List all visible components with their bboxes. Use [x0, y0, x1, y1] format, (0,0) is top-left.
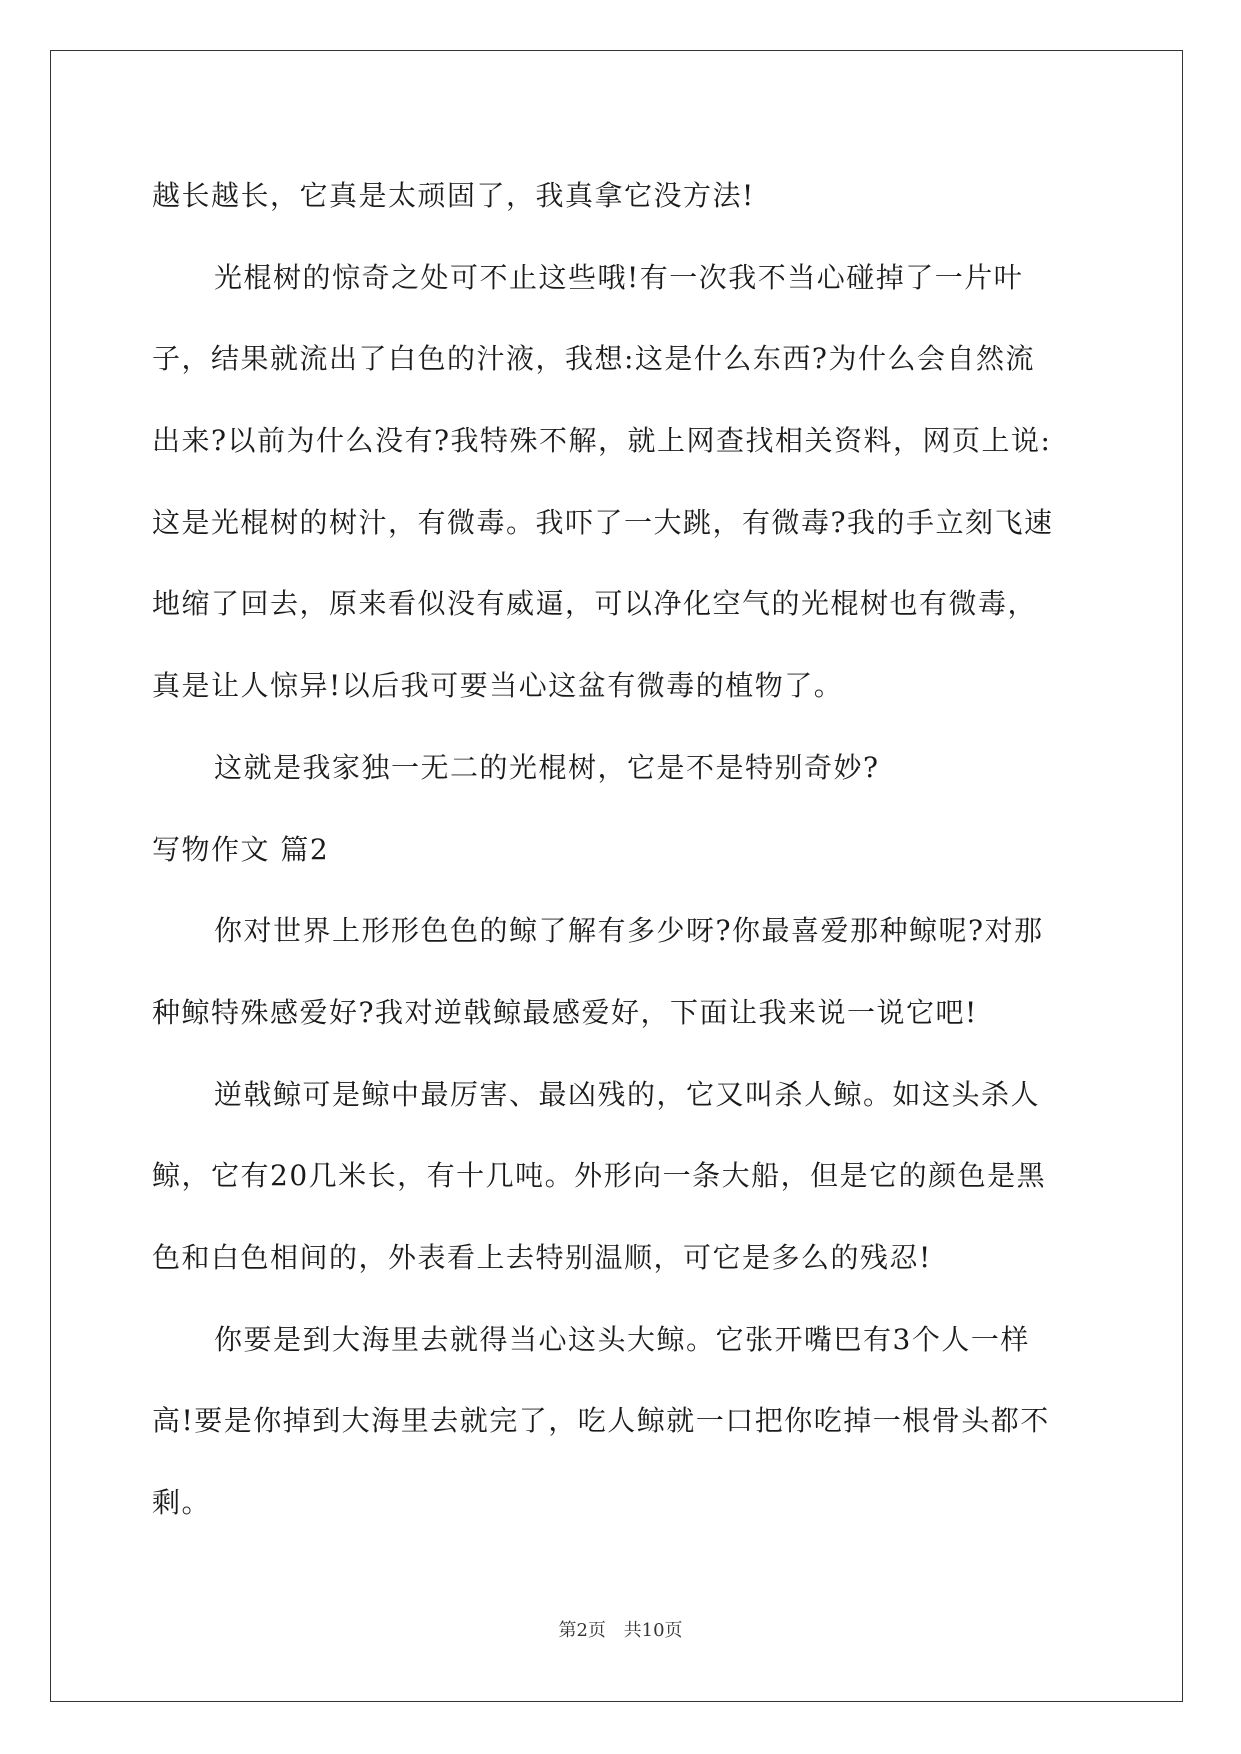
text-line-12: 逆戟鲸可是鲸中最厉害、最凶残的，它又叫杀人鲸。如这头杀人 [214, 1077, 1041, 1111]
text-line-11: 种鲸特殊感爱好?我对逆戟鲸最感爱好，下面让我来说一说它吧! [152, 995, 978, 1029]
text-line-4: 出来?以前为什么没有?我特殊不解，就上网查找相关资料，网页上说: [152, 424, 1052, 458]
text-line-2: 光棍树的惊奇之处可不止这些哦!有一次我不当心碰掉了一片叶 [214, 260, 1024, 294]
text-line-10: 你对世界上形形色色的鲸了解有多少呀?你最喜爱那种鲸呢?对那 [214, 914, 1044, 948]
text-line-13: 鲸，它有20几米长，有十几吨。外形向一条大船，但是它的颜色是黑 [152, 1159, 1047, 1193]
text-line-5: 这是光棍树的树汁，有微毒。我吓了一大跳，有微毒?我的手立刻飞速 [152, 505, 1054, 539]
text-line-8: 这就是我家独一无二的光棍树，它是不是特别奇妙? [214, 750, 880, 784]
page-number-current: 第2页 [558, 1620, 606, 1641]
text-line-1: 越长越长，它真是太顽固了，我真拿它没方法! [152, 179, 755, 212]
text-line-3: 子，结果就流出了白色的汁液，我想:这是什么东西?为什么会自然流 [152, 342, 1035, 376]
document-body [152, 155, 1084, 1544]
text-line-7: 真是让人惊异!以后我可要当心这盆有微毒的植物了。 [152, 669, 844, 703]
page-footer [0, 1616, 1241, 1642]
section-heading: 写物作文 篇2 [152, 832, 330, 866]
text-line-16: 高!要是你掉到大海里去就完了，吃人鲸就一口把你吃掉一根骨头都不 [152, 1404, 1050, 1438]
page-number-total: 共10页 [623, 1620, 683, 1641]
text-line-15: 你要是到大海里去就得当心这头大鲸。它张开嘴巴有3个人一样 [214, 1322, 1030, 1356]
text-line-6: 地缩了回去，原来看似没有威逼，可以净化空气的光棍树也有微毒， [152, 587, 1038, 621]
text-line-17: 剩。 [152, 1486, 212, 1519]
text-line-14: 色和白色相间的，外表看上去特别温顺，可它是多么的残忍! [152, 1240, 932, 1274]
